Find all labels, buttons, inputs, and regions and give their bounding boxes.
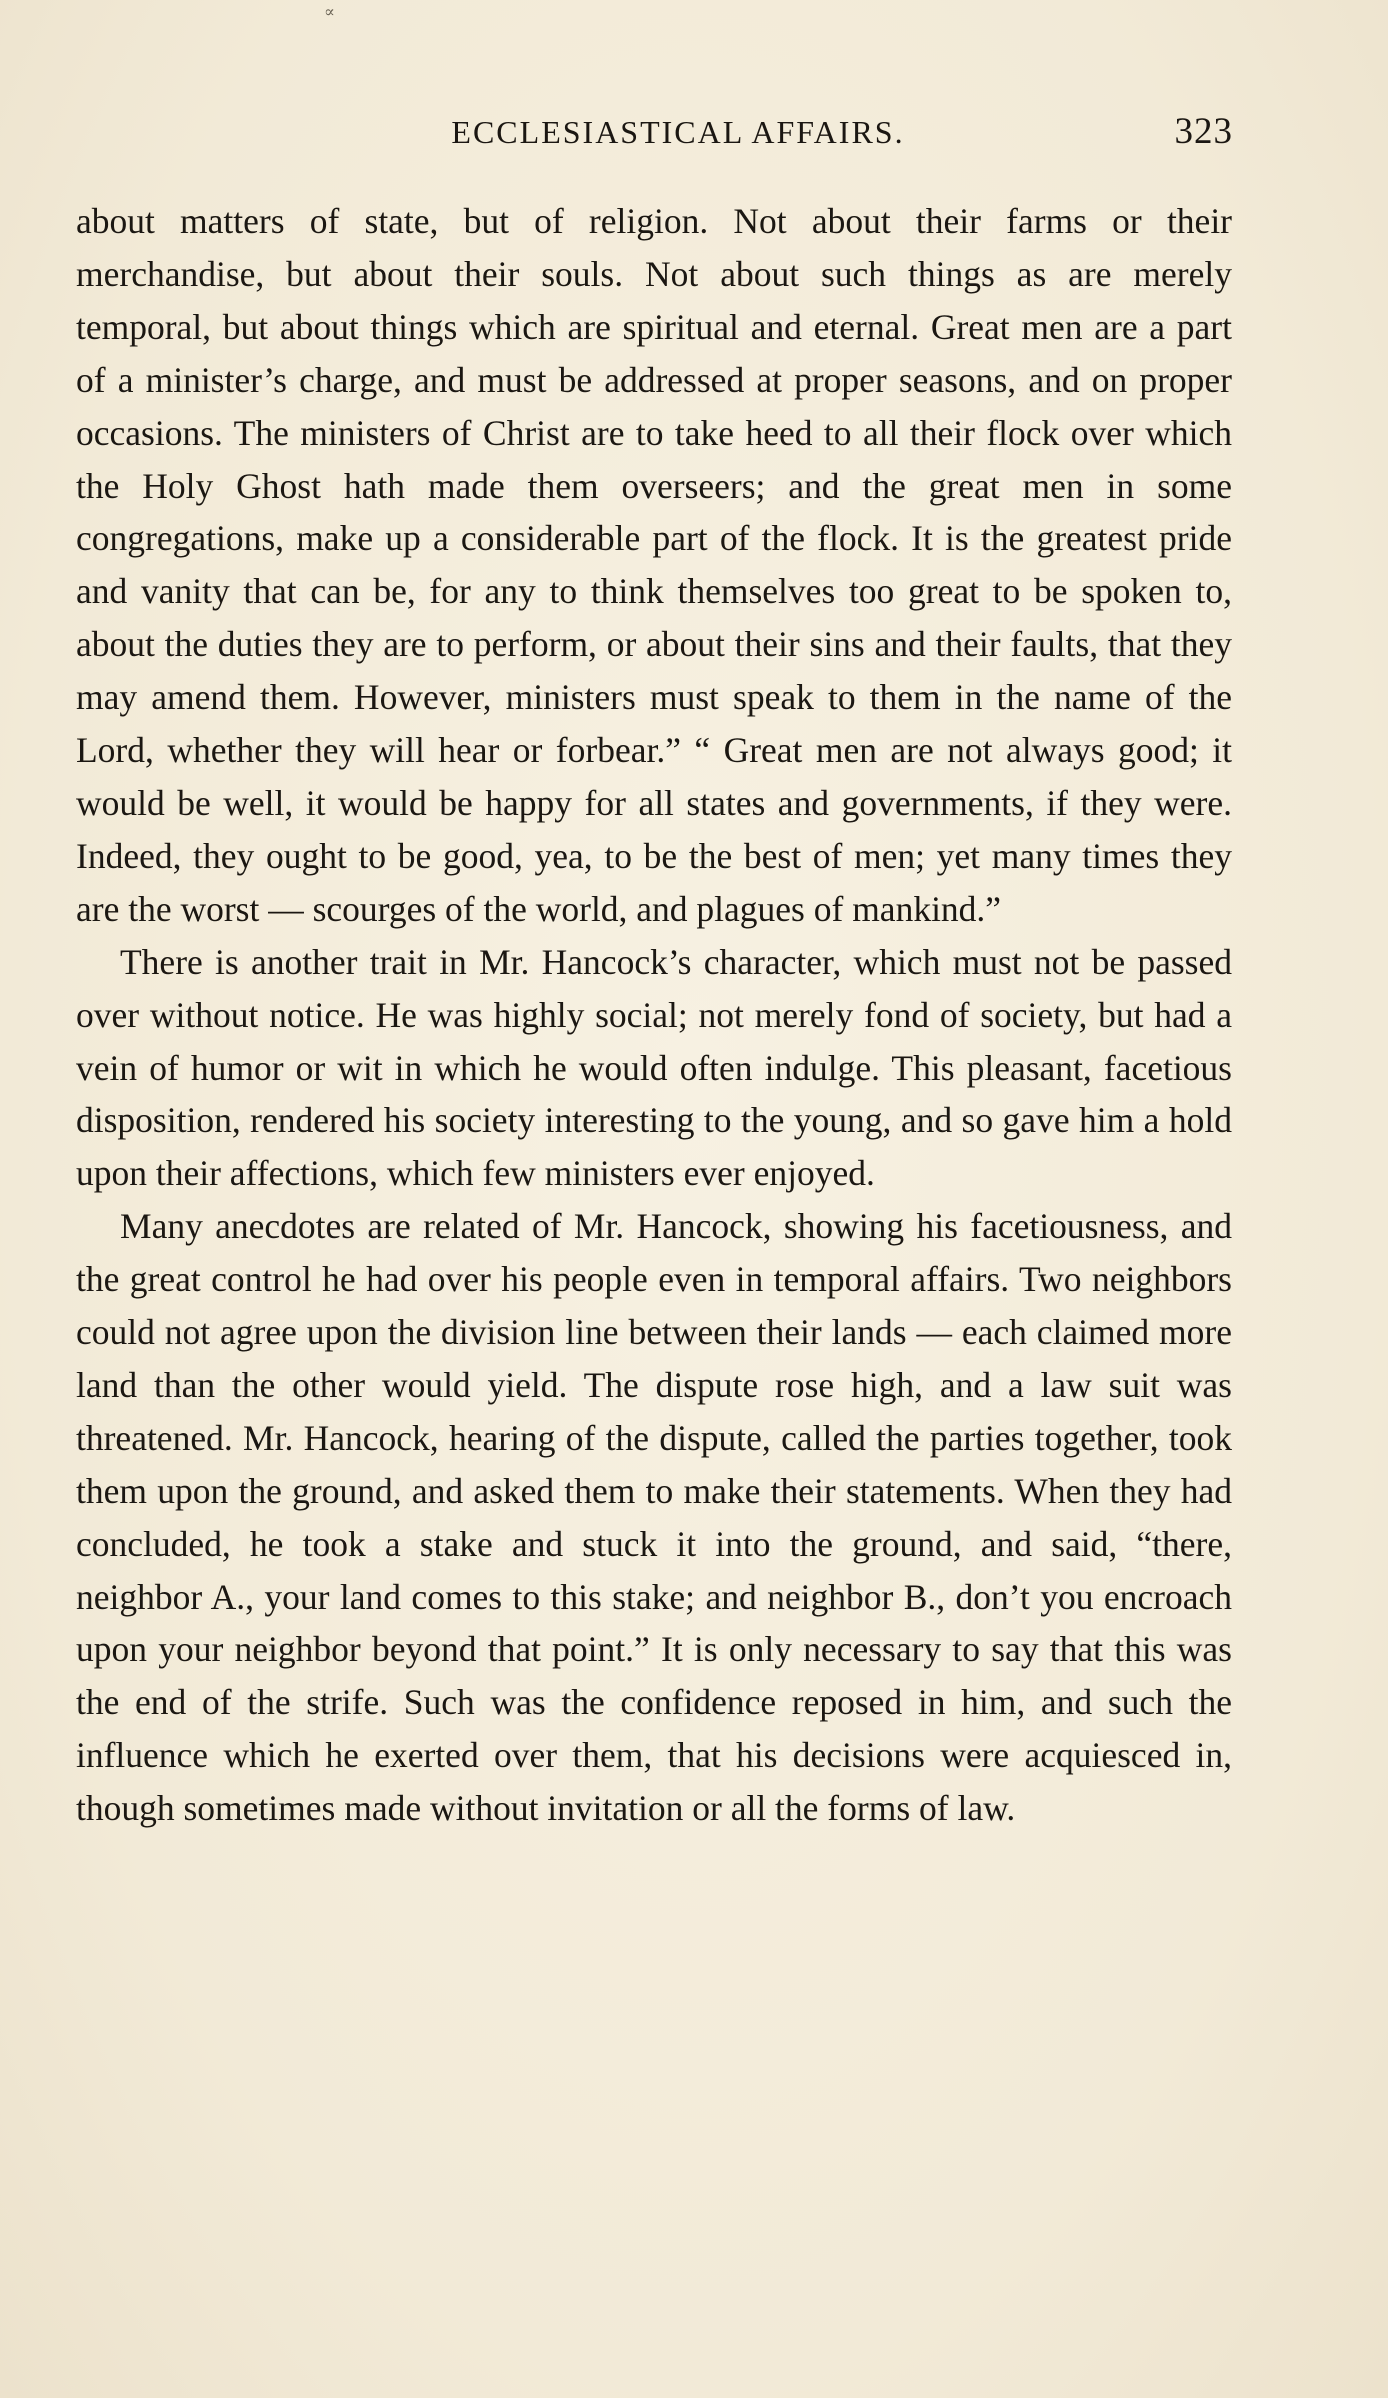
- paragraph-hancock-character: There is another trait in Mr. Hancock’s character, which must not be passed over without notice. He was highly social; not merely fond of society, but had a vein of humor or wit in which he would often indulge. This pleasant, facetious disposition, rendered his society interesting to the young, and so gave him a hold upon their affections, which few ministers ever enjoyed.: [76, 941, 1232, 1194]
- paragraph-continuation: about matters of state, but of religion. Not about their farms or their merchandise, but about their souls. Not about such things as are merely temporal, but about things which are spiritual and eternal. Great men are a part of a minister’s charge, and must be addressed at proper seasons, and on proper occasions. The ministers of Christ are to take heed to all their flock over which the Holy Ghost hath made them overseers; and the great men in some congregations, make up a considerable part of the flock. It is the greatest pride and vanity that can be, for any to think themselves too great to be spoken to, about the duties they are to perform, or about their sins and their faults, that they may amend them. However, ministers must speak to them in the name of the Lord, whether they will hear or forbear.” “ Great men are not always good; it would be well, it would be happy for all states and governments, if they were. Indeed, they ought to be good, yea, to be the best of men; yet many times they are the worst — scourges of the world, and plagues of mankind.”: [76, 201, 1232, 929]
- printer-mark: ∝: [324, 4, 335, 21]
- running-head: [78, 106, 1233, 162]
- body-text: [76, 195, 1232, 1835]
- paragraph-anecdotes: Many anecdotes are related of Mr. Hancock, showing his facetiousness, and the great control he had over his people even in temporal affairs. Two neighbors could not agree upon the division line between their lands — each claimed more land than the other would yield. The dispute rose high, and a law suit was threatened. Mr. Hancock, hearing of the dispute, called the parties together, took them upon the ground, and asked them to make their statements. When they had concluded, he took a stake and stuck it into the ground, and said, “there, neighbor A., your land comes to this stake; and neighbor B., don’t you encroach upon your neighbor beyond that point.” It is only necessary to say that this was the end of the strife. Such was the confidence reposed in him, and such the influence which he exerted over them, that his decisions were acquiesced in, though sometimes made without invitation or all the forms of law.: [76, 1206, 1232, 1829]
- running-head-title: ECCLESIASTICAL AFFAIRS.: [451, 114, 905, 150]
- page-number: 323: [1174, 111, 1233, 152]
